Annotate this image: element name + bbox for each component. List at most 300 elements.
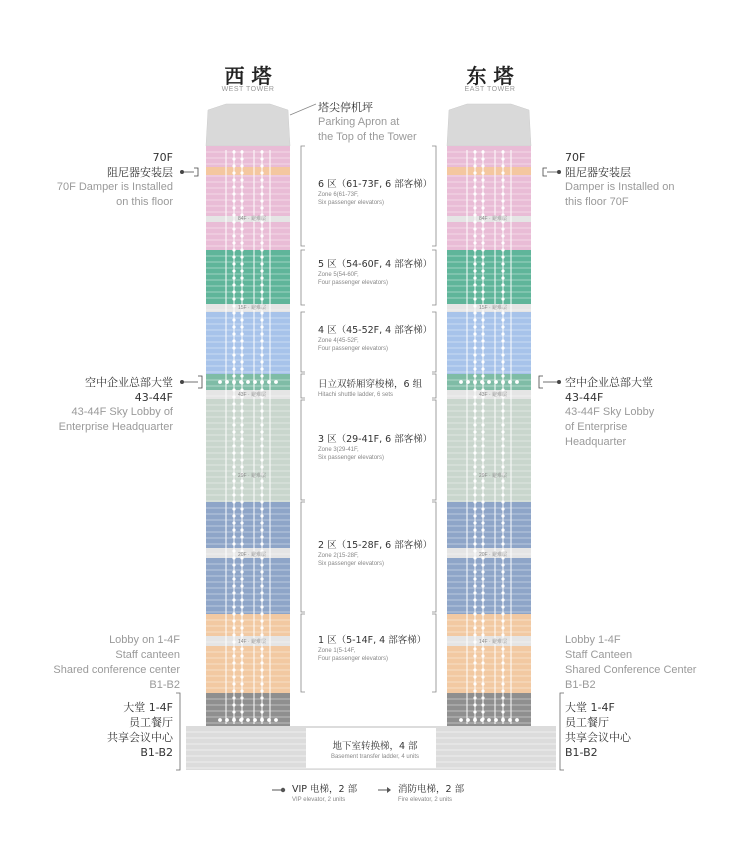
elevator-stop xyxy=(473,479,476,482)
elevator-stop xyxy=(232,164,235,167)
elevator-stop xyxy=(240,206,243,209)
elevator-stop xyxy=(473,444,476,447)
elevator-stop xyxy=(260,675,263,678)
tower-band xyxy=(206,502,290,548)
legend-vip xyxy=(272,783,372,804)
elevator-stop xyxy=(260,647,263,650)
elevator-stop xyxy=(260,206,263,209)
elevator-stop xyxy=(240,248,243,251)
elevator-stop xyxy=(501,465,504,468)
tower-band xyxy=(447,646,531,693)
elevator-stop xyxy=(501,500,504,503)
elevator-stop xyxy=(232,304,235,307)
elevator-stop xyxy=(240,507,243,510)
elevator-stop xyxy=(473,423,476,426)
elevator-stop xyxy=(481,486,484,489)
tower-cap xyxy=(206,104,290,146)
elevator-stop xyxy=(501,647,504,650)
elevator-stop xyxy=(501,710,504,713)
elevator-stop xyxy=(260,150,263,153)
west-sky-lobby-label: 空中企业总部大堂 43-44F 43-44F Sky Lobby of Enterprise Headquarter xyxy=(58,376,173,433)
elevator-stop xyxy=(232,416,235,419)
elevator-stop xyxy=(232,542,235,545)
elevator-stop xyxy=(473,360,476,363)
elevator-stop xyxy=(260,584,263,587)
elevator-stop xyxy=(260,290,263,293)
elevator-stop xyxy=(232,276,235,279)
elevator-stop xyxy=(260,563,263,566)
elevator-stop xyxy=(232,290,235,293)
sky-lobby-dot xyxy=(501,380,505,384)
elevator-stop xyxy=(473,472,476,475)
elevator-stop xyxy=(481,332,484,335)
elevator-stop xyxy=(240,654,243,657)
elevator-stop xyxy=(232,549,235,552)
elevator-stop xyxy=(473,395,476,398)
east-tower-title: 东 塔 xyxy=(466,64,514,88)
elevator-stop xyxy=(260,367,263,370)
elevator-stop xyxy=(240,332,243,335)
elevator-stop xyxy=(232,605,235,608)
elevator-stop xyxy=(501,402,504,405)
elevator-stop xyxy=(481,318,484,321)
elevator-stop xyxy=(473,374,476,377)
elevator-stop xyxy=(501,451,504,454)
elevator-stop xyxy=(481,325,484,328)
elevator-stop xyxy=(240,535,243,538)
elevator-stop xyxy=(240,234,243,237)
lobby-dot xyxy=(487,718,491,722)
elevator-stop xyxy=(240,297,243,300)
elevator-stop xyxy=(240,493,243,496)
tower-band xyxy=(447,558,531,614)
west-tower-subtitle: WEST TOWER xyxy=(221,86,275,93)
elevator-stop xyxy=(240,402,243,405)
elevator-stop xyxy=(481,360,484,363)
elevator-stop xyxy=(473,654,476,657)
sky-lobby-dot xyxy=(508,380,512,384)
elevator-stop xyxy=(473,227,476,230)
elevator-stop xyxy=(481,164,484,167)
elevator-stop xyxy=(473,542,476,545)
zone-brackets xyxy=(301,146,436,692)
elevator-stop xyxy=(501,507,504,510)
elevator-stop xyxy=(481,612,484,615)
elevator-stop xyxy=(232,535,235,538)
elevator-stop xyxy=(481,255,484,258)
elevator-stop xyxy=(240,514,243,517)
elevator-stop xyxy=(240,591,243,594)
elevator-stop xyxy=(481,346,484,349)
elevator-stop xyxy=(232,339,235,342)
elevator-stop xyxy=(501,332,504,335)
elevator-stop xyxy=(260,262,263,265)
elevator-stop xyxy=(501,416,504,419)
zone-bracket-left xyxy=(301,146,305,246)
elevator-stop xyxy=(240,542,243,545)
elevator-stop xyxy=(232,451,235,454)
elevator-stop xyxy=(232,241,235,244)
elevator-stop xyxy=(473,402,476,405)
elevator-stop xyxy=(232,689,235,692)
apron-label xyxy=(318,100,458,145)
sky-lobby-dot xyxy=(473,380,477,384)
elevator-stop xyxy=(232,311,235,314)
elevator-stop xyxy=(473,171,476,174)
elevator-stop xyxy=(232,500,235,503)
elevator-stop xyxy=(260,507,263,510)
elevator-stop xyxy=(501,591,504,594)
elevator-stop xyxy=(473,647,476,650)
elevator-stop xyxy=(473,612,476,615)
elevator-stop xyxy=(501,605,504,608)
elevator-stop xyxy=(501,164,504,167)
elevator-stop xyxy=(260,535,263,538)
elevator-stop xyxy=(260,626,263,629)
elevator-stop xyxy=(260,696,263,699)
lobby-dot xyxy=(501,718,505,722)
elevator-stop xyxy=(240,703,243,706)
elevator-stop xyxy=(473,276,476,279)
elevator-stop xyxy=(473,465,476,468)
lobby-bracket xyxy=(176,693,180,770)
sky-lobby-dot xyxy=(459,380,463,384)
elevator-stop xyxy=(240,451,243,454)
elevator-stop xyxy=(260,423,263,426)
elevator-stop xyxy=(473,528,476,531)
elevator-stop xyxy=(501,430,504,433)
elevator-stop xyxy=(473,668,476,671)
elevator-stop xyxy=(232,577,235,580)
lobby-dot xyxy=(274,718,278,722)
elevator-stop xyxy=(232,171,235,174)
sky-lobby-dot xyxy=(225,380,229,384)
elevator-stop xyxy=(501,241,504,244)
elevator-stop xyxy=(473,178,476,181)
legend-vip-en: VIP elevator, 2 units xyxy=(292,797,346,803)
refuge-label: 43F · 避难层 xyxy=(478,392,508,398)
elevator-stop xyxy=(232,486,235,489)
elevator-stop xyxy=(260,682,263,685)
elevator-stop xyxy=(232,444,235,447)
apron-en-2: the Top of the Tower xyxy=(318,131,417,143)
elevator-stop xyxy=(232,521,235,524)
sky-lobby-dot xyxy=(218,380,222,384)
west-tower-title: 西 塔 xyxy=(224,64,272,88)
elevator-stop xyxy=(481,689,484,692)
elevator-stop xyxy=(501,283,504,286)
vip-elevator-icon xyxy=(272,786,286,794)
elevator-stop xyxy=(240,192,243,195)
tower-band xyxy=(206,250,290,304)
elevator-stop xyxy=(260,703,263,706)
elevator-stop xyxy=(501,696,504,699)
elevator-stop xyxy=(260,444,263,447)
elevator-stop xyxy=(240,577,243,580)
elevator-stop xyxy=(232,668,235,671)
elevator-stop xyxy=(232,647,235,650)
elevator-stop xyxy=(501,255,504,258)
elevator-stop xyxy=(473,563,476,566)
elevator-stop xyxy=(473,486,476,489)
elevator-stop xyxy=(501,339,504,342)
elevator-stop xyxy=(232,192,235,195)
elevator-stop xyxy=(501,584,504,587)
elevator-stop xyxy=(473,346,476,349)
damper-floor xyxy=(447,167,531,175)
sky-lobby-dot xyxy=(260,380,264,384)
elevator-stop xyxy=(240,668,243,671)
elevator-stop xyxy=(501,206,504,209)
elevator-stop xyxy=(232,248,235,251)
elevator-stop xyxy=(240,346,243,349)
elevator-stop xyxy=(481,563,484,566)
refuge-label: 29F · 避难层 xyxy=(237,473,267,479)
elevator-stop xyxy=(473,535,476,538)
elevator-stop xyxy=(481,458,484,461)
elevator-stop xyxy=(473,339,476,342)
elevator-stop xyxy=(481,451,484,454)
tower-cap xyxy=(447,104,531,146)
elevator-stop xyxy=(260,283,263,286)
elevator-stop xyxy=(240,262,243,265)
lobby-bracket xyxy=(560,693,564,770)
elevator-stop xyxy=(232,584,235,587)
elevator-stop xyxy=(232,325,235,328)
elevator-stop xyxy=(240,633,243,636)
elevator-stop xyxy=(501,577,504,580)
elevator-stop xyxy=(260,521,263,524)
elevator-stop xyxy=(240,164,243,167)
refuge-label: 15F · 避难层 xyxy=(237,305,267,311)
elevator-stop xyxy=(473,234,476,237)
elevator-stop xyxy=(501,661,504,664)
refuge-label: 84F · 避难层 xyxy=(237,216,267,222)
elevator-stop xyxy=(473,556,476,559)
elevator-stop xyxy=(232,367,235,370)
elevator-stop xyxy=(260,465,263,468)
elevator-stop xyxy=(501,479,504,482)
elevator-stop xyxy=(481,584,484,587)
elevator-stop xyxy=(232,199,235,202)
elevator-stop xyxy=(501,311,504,314)
elevator-stop xyxy=(473,710,476,713)
sky-lobby-dot xyxy=(274,380,278,384)
elevator-stop xyxy=(473,416,476,419)
elevator-stop xyxy=(501,171,504,174)
elevator-stop xyxy=(473,514,476,517)
elevator-stop xyxy=(501,521,504,524)
elevator-stop xyxy=(481,619,484,622)
refuge-label: 29F · 避难层 xyxy=(478,473,508,479)
elevator-stop xyxy=(240,675,243,678)
elevator-stop xyxy=(501,185,504,188)
elevator-stop xyxy=(240,241,243,244)
elevator-stop xyxy=(260,164,263,167)
elevator-stop xyxy=(260,192,263,195)
elevator-stop xyxy=(481,514,484,517)
elevator-stop xyxy=(240,682,243,685)
elevator-stop xyxy=(473,570,476,573)
elevator-stop xyxy=(473,584,476,587)
elevator-stop xyxy=(481,528,484,531)
elevator-stop xyxy=(481,577,484,580)
elevator-stop xyxy=(232,528,235,531)
elevator-stop xyxy=(260,710,263,713)
elevator-stop xyxy=(260,514,263,517)
elevator-stop xyxy=(473,157,476,160)
legend-fire-en: Fire elevator, 2 units xyxy=(398,797,453,803)
elevator-stop xyxy=(473,164,476,167)
elevator-stop xyxy=(232,318,235,321)
elevator-stop xyxy=(260,339,263,342)
elevator-stop xyxy=(232,332,235,335)
elevator-stop xyxy=(260,668,263,671)
elevator-stop xyxy=(473,626,476,629)
elevator-stop xyxy=(260,171,263,174)
elevator-stop xyxy=(240,416,243,419)
elevator-stop xyxy=(260,360,263,363)
elevator-stop xyxy=(481,437,484,440)
damper-floor xyxy=(206,167,290,175)
elevator-stop xyxy=(501,367,504,370)
refuge-label: 43F · 避难层 xyxy=(237,392,267,398)
elevator-stop xyxy=(473,199,476,202)
elevator-stop xyxy=(473,325,476,328)
elevator-stop xyxy=(481,591,484,594)
tower-band xyxy=(206,558,290,614)
elevator-stop xyxy=(232,633,235,636)
elevator-stop xyxy=(481,493,484,496)
elevator-stop xyxy=(260,227,263,230)
elevator-stop xyxy=(481,521,484,524)
elevator-stop xyxy=(501,675,504,678)
elevator-stop xyxy=(240,150,243,153)
damper-bullet xyxy=(557,170,561,174)
elevator-stop xyxy=(481,542,484,545)
elevator-stop xyxy=(240,605,243,608)
lobby-dot xyxy=(515,718,519,722)
elevator-stop xyxy=(481,682,484,685)
elevator-stop xyxy=(473,689,476,692)
elevator-stop xyxy=(232,458,235,461)
elevator-stop xyxy=(473,451,476,454)
elevator-stop xyxy=(260,542,263,545)
elevator-stop xyxy=(260,241,263,244)
elevator-stop xyxy=(481,423,484,426)
elevator-stop xyxy=(232,696,235,699)
elevator-stop xyxy=(481,206,484,209)
elevator-stop xyxy=(240,374,243,377)
elevator-stop xyxy=(232,598,235,601)
elevator-stop xyxy=(260,276,263,279)
west-damper-label: 70F 阻尼器安装层 70F Damper is Installed on this floor xyxy=(56,151,173,208)
elevator-stop xyxy=(232,213,235,216)
elevator-stop xyxy=(260,311,263,314)
tower-band xyxy=(447,502,531,548)
damper-leader xyxy=(184,168,198,176)
elevator-stop xyxy=(473,220,476,223)
lobby-dot xyxy=(494,718,498,722)
elevator-stop xyxy=(481,374,484,377)
elevator-stop xyxy=(501,633,504,636)
elevator-stop xyxy=(260,430,263,433)
lobby-dot xyxy=(466,718,470,722)
elevator-stop xyxy=(260,325,263,328)
elevator-stop xyxy=(473,290,476,293)
elevator-stop xyxy=(260,346,263,349)
elevator-stop xyxy=(232,220,235,223)
zone-4-text: 4 区（45-52F, 4 部客梯） Zone 4(45-52F, Four passenger elevators) xyxy=(318,325,433,352)
elevator-stop xyxy=(473,311,476,314)
elevator-stop xyxy=(260,570,263,573)
elevator-stop xyxy=(481,402,484,405)
elevator-stop xyxy=(473,605,476,608)
west-lobby-cn-label: 大堂 1-4F 员工餐厅 共享会议中心 B1-B2 xyxy=(107,701,173,759)
sky-lobby-dot xyxy=(515,380,519,384)
elevator-stop xyxy=(260,402,263,405)
elevator-stop xyxy=(481,227,484,230)
legend-vip-cn: VIP 电梯，2 部 xyxy=(292,784,358,795)
elevator-stop xyxy=(473,304,476,307)
elevator-stop xyxy=(260,479,263,482)
elevator-stop xyxy=(501,535,504,538)
elevator-stop xyxy=(232,388,235,391)
lobby-dot xyxy=(480,718,484,722)
elevator-stop xyxy=(240,444,243,447)
legend-fire-cn: 消防电梯，2 部 xyxy=(398,784,465,795)
elevator-stop xyxy=(473,192,476,195)
elevator-stop xyxy=(481,297,484,300)
elevator-stop xyxy=(240,409,243,412)
elevator-stop xyxy=(481,703,484,706)
sky-lobby-dot xyxy=(480,380,484,384)
elevator-stop xyxy=(232,346,235,349)
elevator-stop xyxy=(481,647,484,650)
elevator-stop xyxy=(501,297,504,300)
elevator-stop xyxy=(481,430,484,433)
lobby-dot xyxy=(225,718,229,722)
elevator-stop xyxy=(232,234,235,237)
elevator-stop xyxy=(232,675,235,678)
elevator-stop xyxy=(473,283,476,286)
refuge-label: 20F · 避难层 xyxy=(478,552,508,558)
elevator-stop xyxy=(481,668,484,671)
elevator-stop xyxy=(501,493,504,496)
elevator-stop xyxy=(232,472,235,475)
elevator-stop xyxy=(473,619,476,622)
elevator-stop xyxy=(473,598,476,601)
elevator-stop xyxy=(481,654,484,657)
elevator-stop xyxy=(481,598,484,601)
elevator-stop xyxy=(473,269,476,272)
elevator-stop xyxy=(473,185,476,188)
sky-lobby-dot xyxy=(232,380,236,384)
elevator-stop xyxy=(240,318,243,321)
elevator-stop xyxy=(481,626,484,629)
elevator-stop xyxy=(232,563,235,566)
elevator-stop xyxy=(232,570,235,573)
elevator-stop xyxy=(232,661,235,664)
elevator-stop xyxy=(481,171,484,174)
lobby-dot xyxy=(253,718,257,722)
elevator-stop xyxy=(232,619,235,622)
elevator-stop xyxy=(232,626,235,629)
elevator-stop xyxy=(481,269,484,272)
elevator-stop xyxy=(501,150,504,153)
elevator-stop xyxy=(473,430,476,433)
elevator-stop xyxy=(232,360,235,363)
